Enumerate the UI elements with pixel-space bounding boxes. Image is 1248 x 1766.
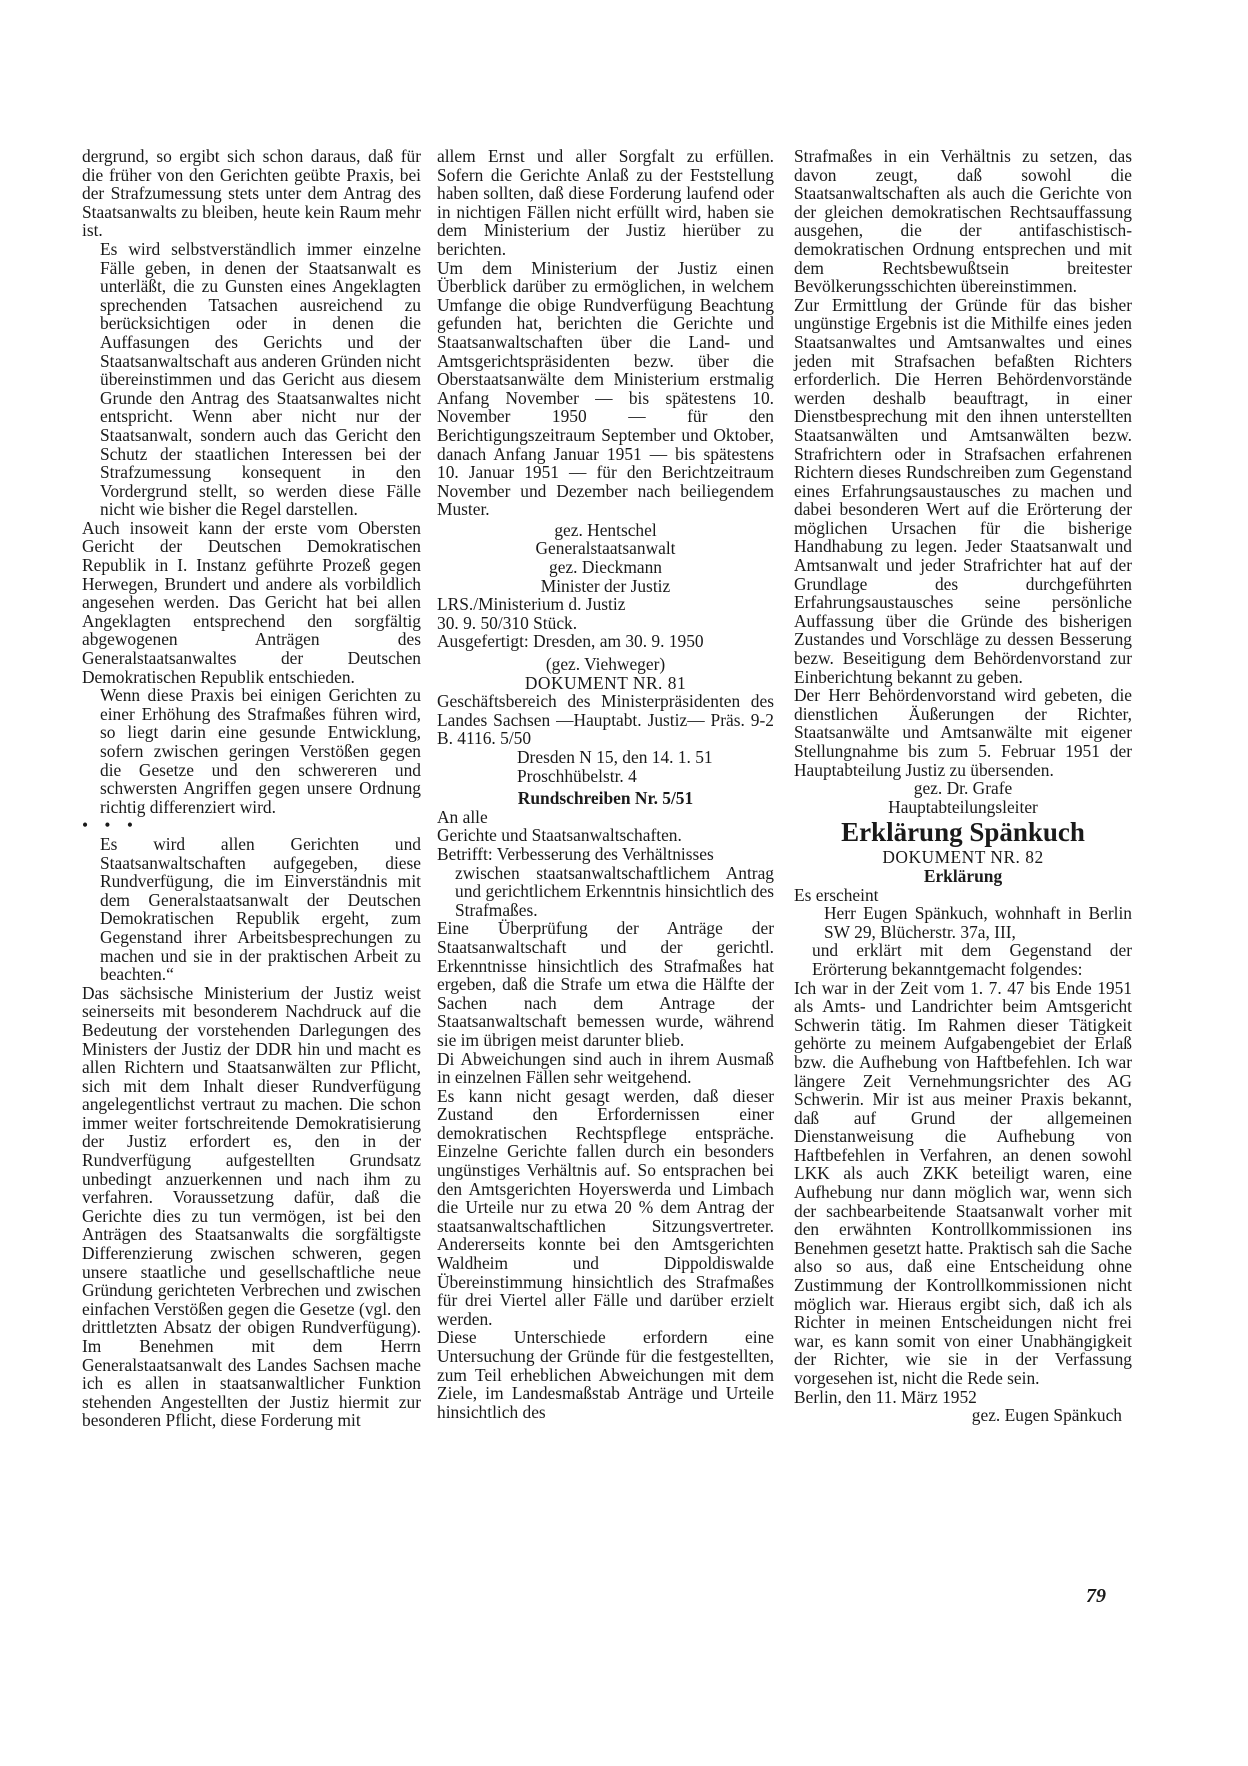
paragraph: Das sächsische Ministerium der Justiz weist seinerseits mit besonderem Nachdruck auf die Bedeutung der vorstehenden Darlegungen des Ministers der Justiz der DDR hin und macht es allen Richtern und Staatsanwälten zur Pflicht, sich mit dem Inhalt dieser Rundverfügung angelegentlichst vertraut zu machen. Die schon immer weiter fortschreitende Demokratisierung der Justiz erfordert es, den in der Rundverfügung aufgestellten Grundsatz unbedingt anzuerkennen und nach ihm zu verfahren. Voraussetzung dafür, daß die Gerichte dies zu tun vermögen, ist bei den Anträgen des Staatsanwalts die sorgfältigste Differenzierung zwischen schweren, gegen unsere staatliche und gesellschaftliche neue Gründung gerichteten Verbrechen und zwischen einfachen Verstößen gegen die Gesetze (vgl. den drittletzten Absatz der obigen Rundverfügung). Im Benehmen mit dem Herrn Generalstaatsanwalt des Landes Sachsen mache ich es allen in staatsanwaltlicher Funktion stehenden Angestellten der Justiz hiermit zur besonderen Pflicht, diese Forderung mit (82, 982, 421, 1431)
paragraph: und erklärt mit dem Gegenstand der Erörterung bekanntgemacht folgendes: (812, 940, 1132, 979)
reference-line: Ausgefertigt: Dresden, am 30. 9. 1950 (437, 631, 704, 652)
signature-name: gez. Dieckmann (549, 557, 662, 578)
paragraph: Auch insoweit kann der erste vom Obersten Gericht der Deutschen Demokratischen Republik in I. Instanz geführte Prozeß gegen Herwegen, Brundert und andere als vorbildlich angesehen werden. Das Gericht hat bei allen Angeklagten entsprechend den sorgfältig abgewogenen Anträgen des Generalstaatsanwaltes der Deutschen Demokratischen Republik entschieden. (82, 517, 421, 687)
section-title: Erklärung Spänkuch (841, 817, 1085, 848)
signature-title: Hauptabteilungsleiter (888, 796, 1038, 817)
paragraph: Um dem Ministerium der Justiz einen Überblick darüber zu ermöglichen, in welchem Umfange die obige Rundverfügung Beachtung gefunden hat, berichten die Gerichte und Staatsanwaltschaften über die Land- und Amtsgerichtspräsidenten bezw. über die Oberstaatsanwälte dem Ministerium erstmalig Anfang November — bis spätestens 10. November 1950 — für den Berichtigungszeitraum September und Oktober, danach Anfang Januar 1951 — bis spätestens 10. Januar 1951 — für den Berichtzeitraum November und Dezember nach beiliegendem Muster. (437, 257, 774, 520)
circular-title: Rundschreiben Nr. 5/51 (517, 788, 694, 809)
page-number: 79 (1086, 1585, 1106, 1607)
paragraph: Zur Ermittlung der Gründe für das bisher ungünstige Ergebnis ist die Mithilfe eines jeden Staatsanwaltes und Amtsanwaltes und eines jeden mit Strafsachen befaßten Richters erforderlich. Die Herren Behördenvorstände werden deshalb beauftragt, in einer Dienstbesprechung mit den ihnen unterstellten Staatsanwälten und Amtsanwälten bezw. Strafrichtern oder in Strafsachen erfahrenen Richtern dieses Rundschreiben zum Gegenstand eines Erfahrungsaustausches zu machen und dabei besonderen Wert auf die Erörterung der möglichen Ursachen für die bisherige Handhabung zu legen. Jeder Staatsanwalt und Amtsanwalt und jeder Strafrichter hat auf der Grundlage des durchgeführten Erfahrungsaustausches seine persönliche Auffassung über die Gründe des bisherigen Zustandes und Vorschläge zu dessen Besserung bezw. Beseitigung dem Behördenvorstand zur Einberichtung bekannt zu geben. (794, 294, 1132, 687)
paragraph: Diese Unterschiede erfordern eine Untersuchung der Gründe für die festgestellten, zum Teil erheblichen Abweichungen mit dem Ziele, im Landesmaßstab Anträge und Urteile hinsichtlich des (437, 1327, 774, 1422)
section-separator: • • • (82, 815, 139, 836)
paragraph: dergrund, so ergibt sich schon daraus, daß für die früher von den Gerichten geübte Praxis, bei der Strafzumessung stets unter dem Antrag des Staatsanwalts zu bleiben, heute kein Raum mehr ist. (82, 146, 421, 241)
paragraph: Eine Überprüfung der Anträge der Staatsanwaltschaft und der gerichtl. Erkenntnisse hinsichtlich des Strafmaßes hat ergeben, daß die Strafe um etwa die Hälfte der Sachen nach dem Antrage der Staatsanwaltschaft bemessen wurde, während sie im übrigen meist darunter blieb. (437, 918, 774, 1050)
reference-line: LRS./Ministerium d. Justiz (437, 594, 626, 615)
date-line: Dresden N 15, den 14. 1. 51 (517, 747, 713, 767)
paragraph: Strafmaßes in ein Verhältnis zu setzen, das davon zeugt, daß sowohl die Staatsanwaltschaften als auch die Gerichte von der gleichen demokratischen Rechtsauffassung ausgehen, die der antifaschistisch-demokratischen Ordnung entsprechen und mit dem Rechtsbewußtsein breitester Bevölkerungsschichten übereinstimmen. (794, 146, 1132, 297)
paragraph: Es erscheint (794, 884, 879, 905)
paragraph: Herr Eugen Spänkuch, wohnhaft in Berlin SW 29, Blücherstr. 37a, III, (824, 903, 1132, 942)
paragraph: Es wird selbstverständlich immer einzelne Fälle geben, in denen der Staatsanwalt es unterläßt, die zu Gunsten eines Angeklagten sprechenden Tatsachen ausreichend zu berücksichtigen oder in denen die Auffasungen des Gerichts und der Staatsanwaltschaft aus anderen Gründen nicht übereinstimmen und das Gericht aus diesem Grunde den Antrag des Staatsanwaltes nicht entspricht. Wenn aber nicht nur der Staatsanwalt, sondern auch das Gericht den Schutz der staatlichen Interessen bei der Strafzumessung konsequent in den Vordergrund stellt, so werden diese Fälle nicht wie bisher die Regel darstellen. (100, 238, 421, 520)
paragraph: Es wird allen Gerichten und Staatsanwaltschaften aufgegeben, diese Rundverfügung, die im Einverständnis mit dem Generalstaatsanwalt der Deutschen Demokratischen Republik ergeht, zum Gegenstand ihrer Arbeitsbesprechungen zu machen und sie in der praktischen Arbeit zu beachten.“ (100, 833, 421, 985)
column-middle (437, 147, 774, 1421)
paragraph: allem Ernst und aller Sorgfalt zu erfüllen. Sofern die Gerichte Anlaß zu der Feststellung haben sollten, daß diese Forderung laufend oder in nichtigen Fällen nicht erfüllt wird, haben sie dem Ministerium der Justiz hierüber zu berichten. (437, 146, 774, 259)
document-heading: DOKUMENT NR. 82 (882, 847, 1044, 868)
date-line: Berlin, den 11. März 1952 (794, 1386, 977, 1407)
column-right (794, 147, 1132, 1425)
reference-line: 30. 9. 50/310 Stück. (437, 612, 578, 633)
declaration-heading: Erklärung (923, 865, 1003, 886)
signature-name: gez. Dr. Grafe (913, 778, 1013, 799)
reference-line: (gez. Viehweger) (545, 654, 666, 675)
paragraph: Der Herr Behördenvorstand wird gebeten, die dienstlichen Äußerungen der Richter, Staatsanwälte und Amtsanwälte mit eigener Stellungnahme bis zum 5. Februar 1951 der Hauptabteilung Justiz zu übersenden. (794, 685, 1132, 780)
column-left (82, 147, 421, 1430)
addressee: Gerichte und Staatsanwaltschaften. (437, 825, 682, 846)
paragraph: Ich war in der Zeit vom 1. 7. 47 bis Ende 1951 als Amts- und Landrichter beim Amtsgericht Schwerin tätig. Im Rahmen dieser Tätigkeit gehörte zu meinem Aufgabengebiet der Erlaß bzw. die Aufhebung von Haftbefehlen. Ich war längere Zeit Vernehmungsrichter des AG Schwerin. Mir ist aus meiner Praxis bekannt, daß auf Grund der allgemeinen Dienstanweisung die Aufhebung von Haftbefehlen in Verfahren, an denen sowohl LKK als auch ZKK beteiligt waren, eine Aufhebung nur dann möglich war, wenn sich der sachbearbeitende Staatsanwalt vorher mit den erwähnten Kontrollkommissionen ins Benehmen gesetzt hatte. Praktisch sah die Sache also so aus, daß eine Entscheidung ohne Zustimmung der Kontrollkommissionen nicht möglich war. Hieraus ergibt sich, daß ich als Richter in meinen Entscheidungen nicht frei war, es kann somit von einer Unabhängigkeit der Richter, wie sie in der Verfassung vorgesehen ist, nicht die Rede sein. (794, 977, 1132, 1388)
subject-line: Betrifft: Verbesserung des Verhältnisses (437, 843, 714, 864)
paragraph: Di Abweichungen sind auch in ihrem Ausmaß in einzelnen Fällen sehr weitgehend. (437, 1048, 774, 1088)
paragraph: Es kann nicht gesagt werden, daß dieser Zustand den Erfordernissen einer demokratischen Rechtspflege entspräche. Einzelne Gerichte fallen durch ein besonders ungünstiges Verhältnis auf. So entsprachen bei den Amtsgerichten Hoyerswerda und Limbach die Urteile nur zu etwa 20 % dem Antrag der staatsanwaltschaftlichen Sitzungsvertreter. Andererseits konnte bei den Amtsgerichten Waldheim und Dippoldiswalde Übereinstimmung hinsichtlich des Strafmaßes für drei Viertel aller Fälle und darüber erzielt werden. (437, 1085, 774, 1329)
addressee: An alle (437, 806, 488, 827)
signature-title: Generalstaatsanwalt (535, 538, 676, 559)
office-heading: Geschäftsbereich des Ministerpräsidenten des Landes Sachsen —Hauptabt. Justiz— Präs. 9-2 B. 4116. 5/50 (437, 691, 774, 749)
subject-line: zwischen staatsanwaltschaftlichem Antrag und gerichtlichem Erkenntnis hinsichtlich des Strafmaßes. (455, 862, 774, 920)
signature-name: gez. Hentschel (554, 519, 657, 540)
document-heading: DOKUMENT NR. 81 (524, 672, 687, 693)
signature-title: Minister der Justiz (540, 575, 671, 596)
paragraph: Wenn diese Praxis bei einigen Gerichten zu einer Erhöhung des Strafmaßes führen wird, so liegt darin eine gesunde Entwicklung, sofern zwischen geringen Verstößen gegen die Gesetze und den schwereren und schwersten Angriffen gegen unsere Ordnung richtig differenziert wird. (100, 685, 421, 817)
address-line: Proschhübelstr. 4 (517, 765, 637, 786)
signature-name: gez. Eugen Spänkuch (971, 1405, 1122, 1426)
